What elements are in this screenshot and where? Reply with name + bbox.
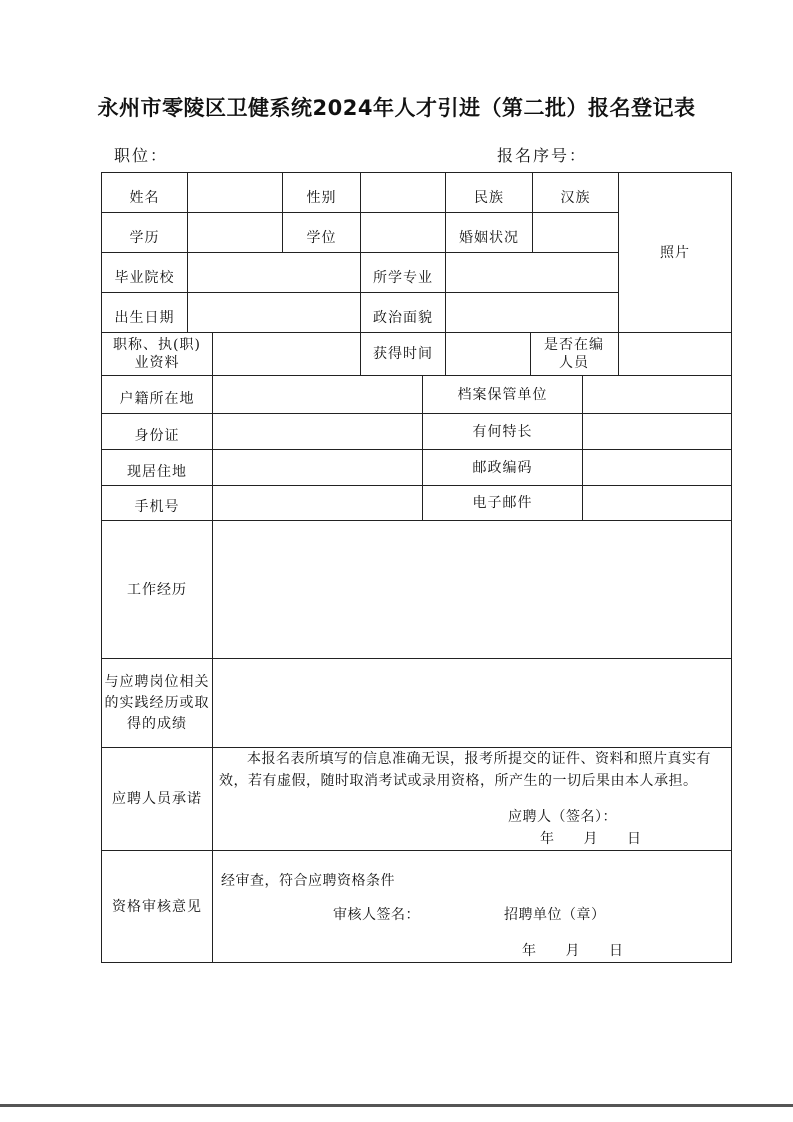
- review-date: 年 月 日: [522, 943, 624, 959]
- email-input[interactable]: [583, 486, 731, 520]
- political-status-input[interactable]: [446, 293, 618, 332]
- registration-number-label: 报名序号：: [497, 146, 588, 165]
- email-label: 电子邮件: [472, 495, 533, 511]
- review-label: 资格审核意见: [112, 898, 202, 915]
- major-input[interactable]: [446, 253, 618, 292]
- work-history-label: 工作经历: [127, 581, 187, 598]
- name-input[interactable]: [188, 173, 282, 212]
- qualification-input[interactable]: [213, 333, 360, 375]
- major-label: 所学专业: [373, 269, 433, 286]
- education-input[interactable]: [188, 213, 282, 252]
- obtained-time-input[interactable]: [446, 333, 530, 375]
- position-label: 职位：: [114, 146, 169, 165]
- qualification-label: 职称、执(职)业资料: [113, 337, 201, 371]
- phone-label: 手机号: [134, 499, 180, 515]
- commitment-label: 应聘人员承诺: [112, 791, 202, 807]
- reviewer-signature-label: 审核人签名：: [333, 907, 420, 923]
- specialty-label: 有何特长: [472, 423, 533, 440]
- school-label: 毕业院校: [114, 269, 175, 286]
- archive-unit-input[interactable]: [583, 376, 731, 413]
- marital-status-label: 婚姻状况: [459, 229, 519, 246]
- gender-label: 性别: [306, 189, 337, 206]
- id-card-input[interactable]: [213, 414, 422, 449]
- photo-box[interactable]: 照片: [660, 244, 690, 261]
- hukou-input[interactable]: [213, 376, 422, 413]
- related-experience-label: 与应聘岗位相关的实践经历或取得的成绩: [104, 673, 210, 732]
- work-history-input[interactable]: [213, 521, 731, 658]
- postcode-input[interactable]: [583, 450, 731, 485]
- postcode-label: 邮政编码: [472, 459, 533, 476]
- page-title: 永州市零陵区卫健系统2024年人才引进（第二批）报名登记表: [97, 96, 696, 120]
- on-staff-label: 是否在编人员: [544, 337, 604, 371]
- degree-input[interactable]: [361, 213, 445, 252]
- address-label: 现居住地: [127, 463, 187, 480]
- archive-unit-label: 档案保管单位: [457, 386, 548, 403]
- commitment-date: 年 月 日: [540, 831, 642, 847]
- ethnicity-label: 民族: [474, 189, 504, 206]
- commitment-text: 本报名表所填写的信息准确无误，报考所提交的证件、资料和照片真实有效，若有虚假，随时取消考试或录用资格，所产生的一切后果由本人承担。: [219, 751, 711, 789]
- degree-label: 学位: [306, 229, 337, 246]
- education-label: 学历: [129, 229, 160, 246]
- name-label: 姓名: [129, 189, 160, 206]
- related-experience-input[interactable]: [213, 659, 731, 747]
- birth-date-input[interactable]: [188, 293, 360, 332]
- scan-bottom-edge: [0, 1104, 793, 1107]
- hukou-label: 户籍所在地: [119, 390, 195, 407]
- id-card-label: 身份证: [134, 427, 180, 444]
- hiring-unit-seal-label: 招聘单位（章）: [504, 907, 606, 923]
- address-input[interactable]: [213, 450, 422, 485]
- applicant-signature-label: 应聘人（签名）：: [508, 809, 617, 825]
- school-input[interactable]: [188, 253, 360, 292]
- ethnicity-value: 汉族: [560, 189, 591, 206]
- political-status-label: 政治面貌: [373, 309, 433, 326]
- gender-input[interactable]: [361, 173, 445, 212]
- obtained-time-label: 获得时间: [373, 346, 433, 362]
- on-staff-input[interactable]: [619, 333, 731, 375]
- marital-status-input[interactable]: [533, 213, 618, 252]
- birth-date-label: 出生日期: [114, 309, 175, 326]
- specialty-input[interactable]: [583, 414, 731, 449]
- phone-input[interactable]: [213, 486, 422, 520]
- review-opinion-text: 经审查，符合应聘资格条件: [221, 873, 395, 889]
